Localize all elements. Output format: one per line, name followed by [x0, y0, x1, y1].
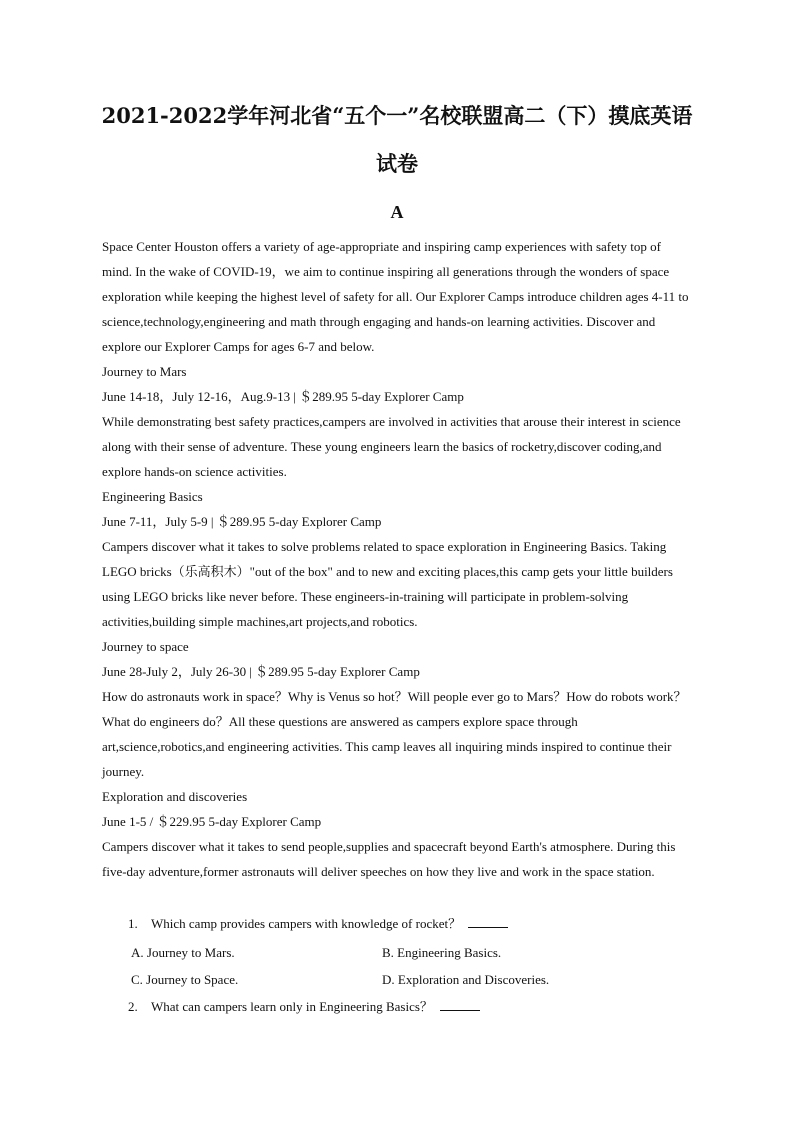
camp-name: Journey to Mars	[102, 364, 187, 379]
camp-description: While demonstrating best safety practices,campers are involved in activities that arouse their interest in science along with their sense of adventure. These young engineers learn the basics of rocketry,discover coding,and explore hands-on science activities.	[102, 414, 681, 479]
question-text: What can campers learn only in Engineering Basics？	[151, 999, 433, 1014]
camp-description: How do astronauts work in space？Why is Venus so hot？Will people ever go to Mars？How do robots work？What do engineers do？All these questions are answered as campers explore space through art,science,robotics,and engineering activities. This camp leaves all inquiring minds inspired to continue their journey.	[102, 689, 687, 779]
title-line-2: 试卷	[376, 151, 418, 176]
camp-name: Engineering Basics	[102, 489, 203, 504]
option-label: D.	[382, 972, 395, 987]
option-text: Journey to Space.	[146, 972, 239, 987]
question-text: Which camp provides campers with knowledge of rocket？	[151, 916, 462, 931]
camp-name: Exploration and discoveries	[102, 789, 248, 804]
option-label: A.	[131, 945, 144, 960]
section-heading: A	[390, 202, 404, 222]
camp-description: Campers discover what it takes to send people,supplies and spacecraft beyond Earth's atmosphere. During this five-day adventure,former astronauts will deliver speeches on how they live and work in the space station.	[102, 839, 676, 879]
camp-name: Journey to space	[102, 639, 189, 654]
camp-description: Campers discover what it takes to solve problems related to space exploration in Engineering Basics. Taking LEGO bricks（乐高积木）"out of the box" and to new and exciting places,this camp gets your little builders using LEGO bricks like never before. These engineers-in-training will participate in problem-solving activities,building simple machines,art projects,and robotics.	[102, 539, 673, 629]
camp-dates: June 1-5 / ＄229.95 5-day Explorer Camp	[102, 814, 322, 829]
option-a[interactable]	[131, 945, 235, 961]
question-number: 2.	[128, 999, 138, 1014]
reading-passage	[102, 234, 694, 884]
passage-intro: Space Center Houston offers a variety of age-appropriate and inspiring camp experiences with safety top of mind. In the wake of COVID-19，we aim to continue inspiring all generations through the wonders of space exploration while keeping the highest level of safety for all. Our Explorer Camps introduce children ages 4-11 to science,technology,engineering and math through engaging and hands-on learning activities. Discover and explore our Explorer Camps for ages 6-7 and below.	[102, 239, 689, 354]
option-text: Journey to Mars.	[146, 945, 235, 960]
option-d[interactable]	[382, 972, 549, 988]
option-label: B.	[382, 945, 394, 960]
option-text: Engineering Basics.	[397, 945, 502, 960]
camp-dates: June 7-11，July 5-9 | ＄289.95 5-day Explorer Camp	[102, 514, 382, 529]
question-1	[128, 911, 508, 936]
answer-blank[interactable]	[440, 996, 480, 1011]
title-line-1: 2021-2022学年河北省“五个一”名校联盟高二（下）摸底英语	[101, 103, 693, 128]
camp-dates: June 28-July 2，July 26-30 | ＄289.95 5-day Explorer Camp	[102, 664, 420, 679]
option-text: Exploration and Discoveries.	[397, 972, 550, 987]
option-label: C.	[131, 972, 143, 987]
question-2	[128, 994, 480, 1019]
camp-dates: June 14-18，July 12-16，Aug.9-13 | ＄289.95 5-day Explorer Camp	[102, 389, 464, 404]
option-c[interactable]	[131, 972, 238, 988]
question-number: 1.	[128, 916, 138, 931]
answer-blank[interactable]	[468, 913, 508, 928]
option-b[interactable]	[382, 945, 501, 961]
document-title	[60, 92, 734, 188]
